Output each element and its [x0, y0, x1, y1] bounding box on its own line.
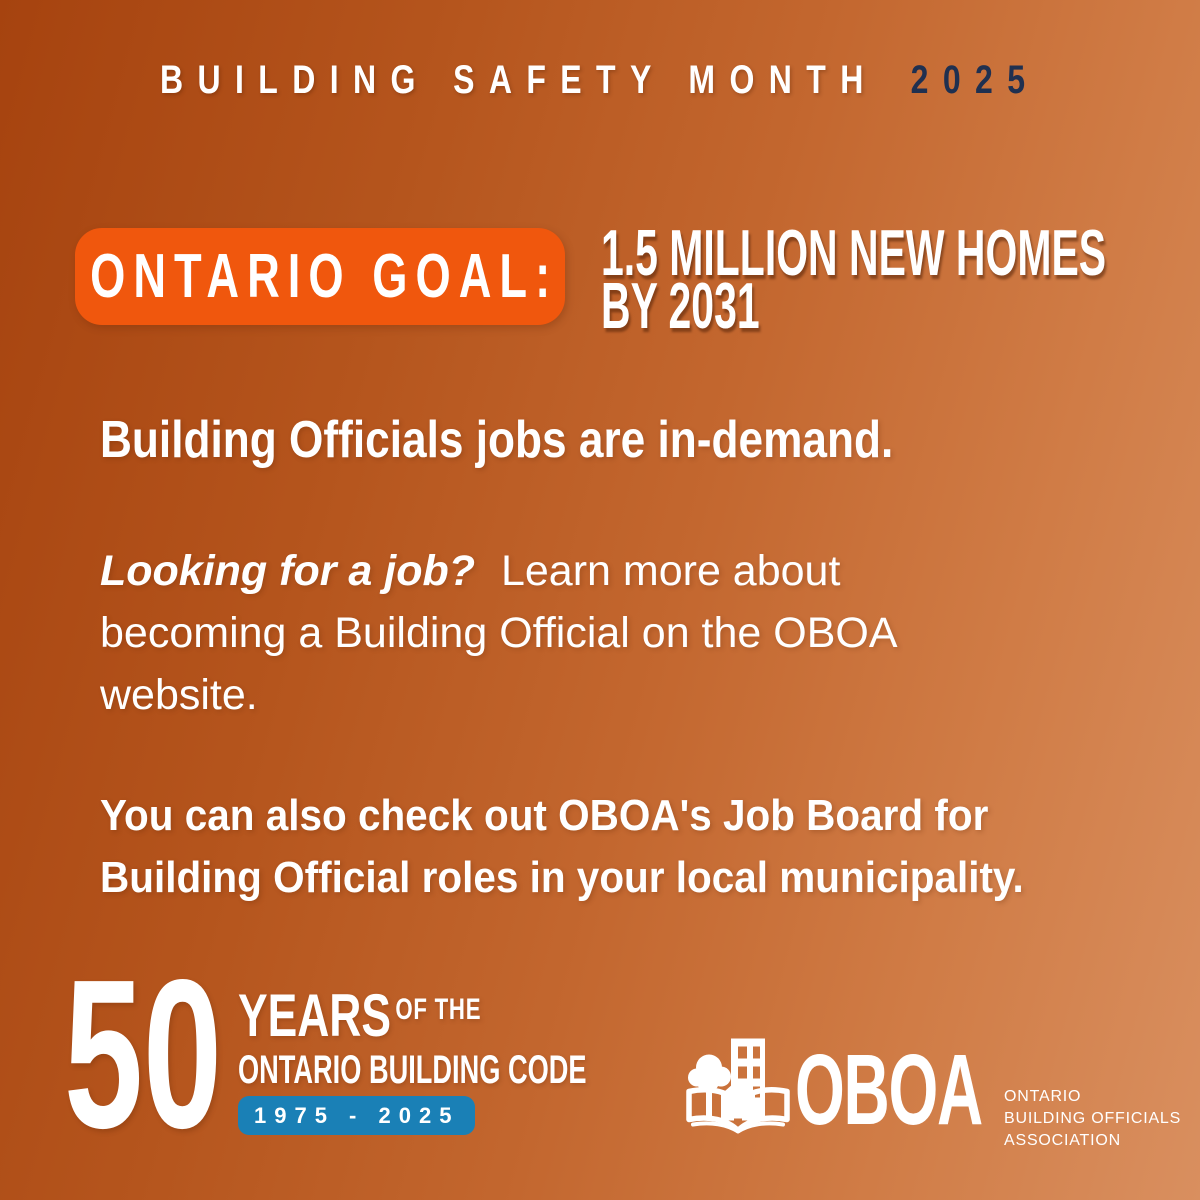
job-paragraph-line1: [100, 540, 898, 602]
anniversary-code-text: ONTARIO BUILDING CODE: [238, 1048, 587, 1092]
header: [0, 58, 1200, 103]
job-board-paragraph-line2-text: Building Official roles in your local municipality.: [100, 853, 1024, 902]
job-paragraph-line1-rest: Learn more about: [500, 547, 841, 595]
anniversary-range-badge: [238, 1096, 475, 1135]
anniversary-years-label: YEARS: [238, 982, 391, 1049]
ontario-goal-badge-label: ONTARIO GOAL:: [89, 242, 559, 311]
goal-headline-line2: BY 2031: [601, 269, 760, 342]
oboa-association-name: [1004, 1086, 1181, 1152]
anniversary-code-label: [238, 1050, 751, 1090]
anniversary-range-text: 1975 - 2025: [254, 1102, 460, 1128]
open-book-with-buildings-and-tree-icon: [683, 1033, 793, 1141]
job-board-paragraph-line2: [100, 847, 1104, 909]
oboa-name-line3: ASSOCIATION: [1004, 1132, 1121, 1149]
goal-headline: [601, 216, 1200, 342]
anniversary-years-row: [238, 982, 482, 1049]
intro-statement-text: Building Officials jobs are in-demand.: [100, 411, 894, 469]
anniversary-number-text: 50: [64, 935, 222, 1172]
intro-statement: [100, 410, 1033, 470]
job-board-paragraph: [100, 785, 1104, 909]
ontario-goal-badge: [75, 228, 565, 325]
job-board-paragraph-line1: [100, 785, 1104, 847]
job-paragraph-lead: Looking for a job?: [100, 547, 476, 595]
oboa-name-line1: ONTARIO: [1004, 1088, 1082, 1105]
job-board-paragraph-line1-text: You can also check out OBOA's Job Board for: [100, 791, 989, 840]
anniversary-of-the-label: OF THE: [395, 993, 482, 1026]
header-year: 2025: [910, 58, 1040, 102]
goal-headline-line1: 1.5 MILLION NEW HOMES: [601, 216, 1107, 289]
job-paragraph-line2: becoming a Building Official on the OBOA: [100, 609, 898, 657]
oboa-acronym-text: OBOA: [795, 1034, 982, 1146]
header-title: BUILDING SAFETY MONTH: [160, 58, 879, 102]
oboa-name-line2: BUILDING OFFICIALS: [1004, 1110, 1182, 1127]
header-text: [160, 58, 1040, 103]
job-paragraph: [100, 540, 898, 726]
job-paragraph-line3: website.: [100, 671, 258, 719]
